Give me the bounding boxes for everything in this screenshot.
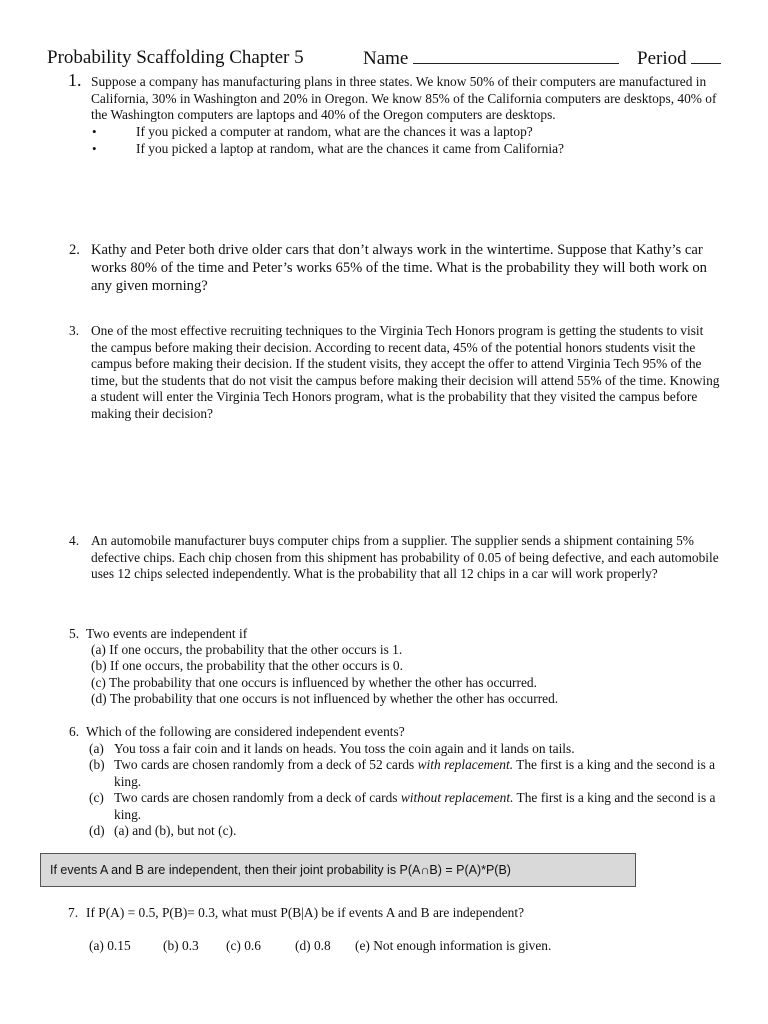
question-number: 6. — [69, 724, 80, 739]
answer-choice-c: (c) 0.6 — [226, 938, 261, 953]
option-label: (c) — [89, 790, 104, 805]
option-text: Two cards are chosen randomly from a deck of 52 cards — [114, 757, 418, 772]
name-blank — [413, 47, 619, 64]
question-text: An automobile manufacturer buys computer chips from a supplier. The supplier sends a shipment containing 5% defective chips. Each chip chosen from this shipment has probability of 0.05 of being defective, and each automobile uses 12 chips selected independently. What is the probability that all 12 chips in a car will work properly? — [91, 533, 719, 582]
answer-option-a: You toss a fair coin and it lands on heads. You toss the coin again and it lands on tails. — [114, 741, 575, 756]
option-text: The first is a king and the second is a king. — [114, 757, 716, 789]
answer-choice-a: (a) 0.15 — [89, 938, 131, 953]
independence-note-box: If events A and B are independent, then their joint probability is P(A∩B) = P(A)*P(B) — [40, 853, 636, 887]
question-number: 7. — [68, 905, 79, 920]
list-item: If you picked a laptop at random, what are the chances it came from California? — [136, 141, 564, 156]
answer-option-a: (a) If one occurs, the probability that the other occurs is 1. — [91, 642, 403, 657]
answer-option-b: (b) If one occurs, the probability that the other occurs is 0. — [91, 658, 403, 673]
question-number: 4. — [69, 533, 80, 548]
period-field — [637, 47, 721, 70]
answer-option-d: (a) and (b), but not (c). — [114, 823, 237, 838]
option-text: The first is a king and the second is a king. — [114, 790, 716, 822]
question-number: 5. — [69, 626, 80, 641]
question-text: Kathy and Peter both drive older cars that don’t always work in the wintertime. Suppose that Kathy’s car works 80% of the time and Peter’s works 65% of the time. What is the probability they will both work on any given morning? — [91, 242, 707, 294]
option-label: (a) — [89, 741, 104, 756]
name-label: Name — [363, 48, 409, 69]
question-number: 3. — [69, 323, 80, 338]
list-item: If you picked a computer at random, what are the chances it was a laptop? — [136, 124, 533, 139]
answer-option-b — [114, 757, 724, 790]
question-stem: Two events are independent if — [86, 626, 248, 641]
period-label: Period — [637, 48, 687, 69]
question-stem: Which of the following are considered independent events? — [86, 724, 405, 739]
question-number: 2. — [69, 242, 80, 258]
option-label: (d) — [89, 823, 105, 838]
question-text: Suppose a company has manufacturing plans in three states. We know 50% of their computers are manufactured in California, 30% in Washington and 20% in Oregon. We know 85% of the California computers are desktops, 40% of the Washington computers are laptops and 40% of the Oregon computers are desktops. — [91, 74, 717, 123]
answer-choice-e: (e) Not enough information is given. — [355, 938, 552, 953]
option-emphasis: without replacement. — [400, 790, 514, 805]
question-text: One of the most effective recruiting techniques to the Virginia Tech Honors program is getting the students to visit the campus before making their decision. According to recent data, 45% of the potential honors students visit the campus before making their decision. If the student visits, they accept the offer to attend Virginia Tech 95% of the time, but the students that do not visit the campus before making their decision will attend 55% of the time. Knowing a student will enter the Virginia Tech Honors program, what is the probability that they visited the campus before making their decision? — [91, 323, 720, 421]
answer-option-c: (c) The probability that one occurs is influenced by whether the other has occurred. — [91, 675, 537, 690]
page-title: Probability Scaffolding Chapter 5 — [47, 47, 304, 68]
answer-choice-d: (d) 0.8 — [295, 938, 331, 953]
name-field — [363, 47, 619, 70]
answer-option-c — [114, 790, 724, 823]
option-text: Two cards are chosen randomly from a deck of cards — [114, 790, 401, 805]
answer-choice-b: (b) 0.3 — [163, 938, 199, 953]
option-emphasis: with replacement. — [417, 757, 514, 772]
period-blank — [691, 47, 721, 64]
answer-option-d: (d) The probability that one occurs is not influenced by whether the other has occurred. — [91, 691, 559, 706]
bullet-icon: • — [92, 141, 97, 156]
question-stem: If P(A) = 0.5, P(B)= 0.3, what must P(B|A) be if events A and B are independent? — [86, 905, 525, 920]
option-label: (b) — [89, 757, 105, 772]
question-number: 1. — [68, 70, 82, 90]
bullet-icon: • — [92, 124, 97, 139]
